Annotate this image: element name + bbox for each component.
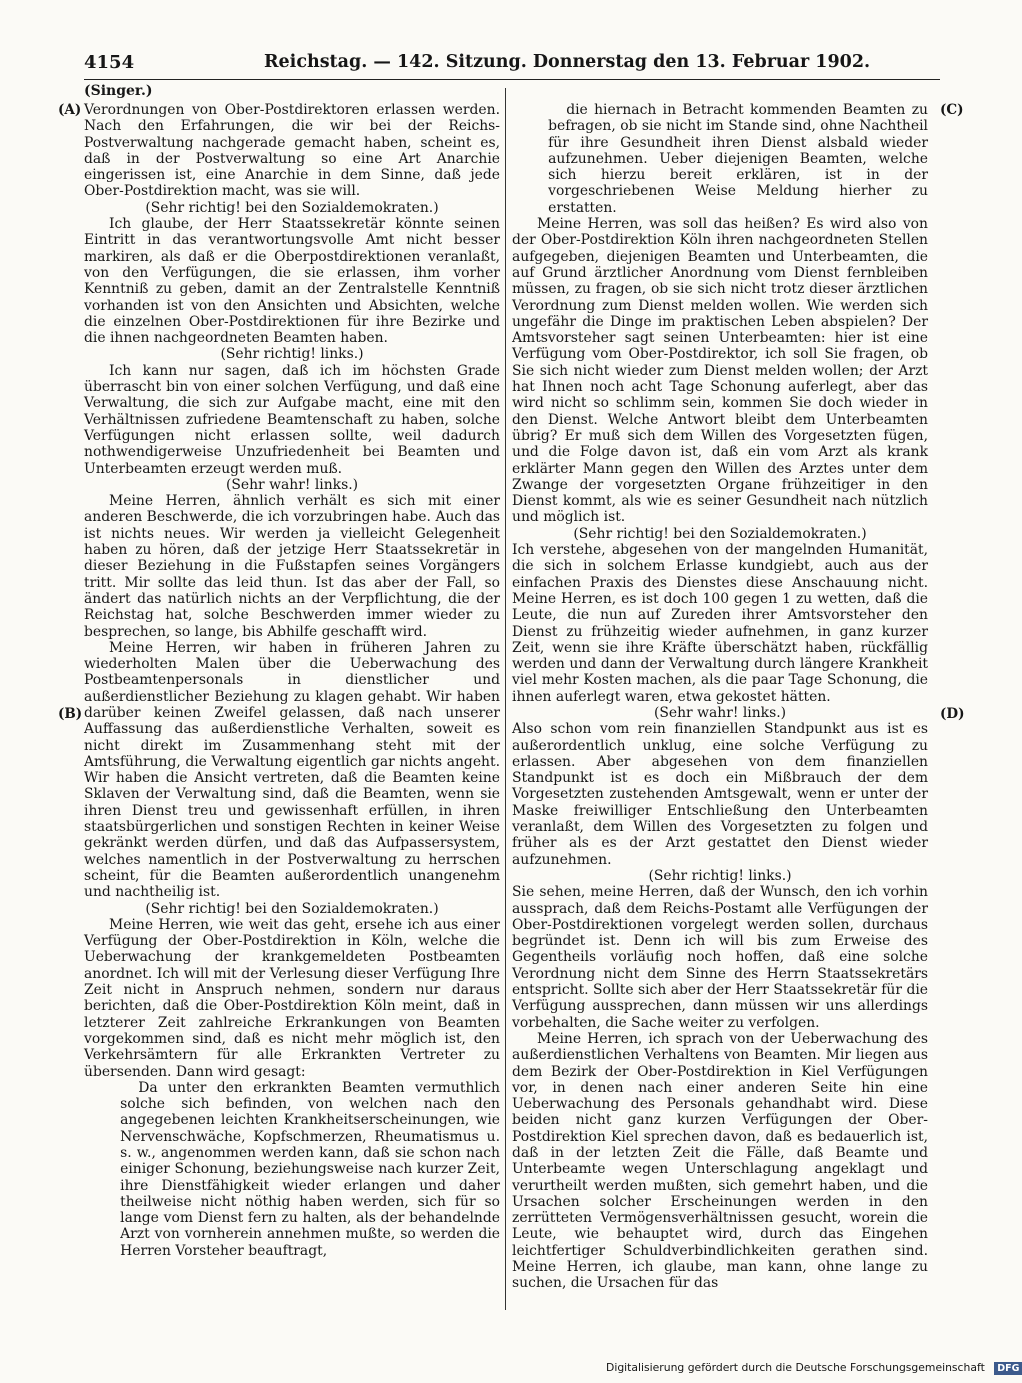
footer-credit bbox=[606, 1361, 1022, 1375]
dfg-logo: DFG bbox=[994, 1362, 1022, 1375]
speaker-name: (Singer.) bbox=[84, 83, 153, 99]
margin-mark-b: (B) bbox=[58, 706, 83, 722]
running-title: Reichstag. — 142. Sitzung. Donnerstag den 13. Februar 1902. bbox=[264, 52, 871, 72]
interjection: (Sehr wahr! links.) bbox=[225, 476, 359, 493]
left-column bbox=[84, 102, 500, 1314]
page-header bbox=[84, 52, 940, 78]
right-column bbox=[512, 102, 928, 1314]
header-rule bbox=[84, 79, 940, 80]
paragraph: Meine Herren, ich sprach von der Ueberwachung des außerdienstlichen Verhaltens von Beamten. Mir liegen aus dem Bezirk der Ober-Postdirektion in Kiel Verfügungen vor, in denen nach einer anderen Seite hin eine Ueberwachung des Personals gehandhabt wird. Diese beiden nicht ganz kurzen Verfügungen der Ober-Postdirektion Kiel sprechen davon, daß es bedauerlich ist, daß in der letzten Zeit die Fälle, daß Beamte und Unterbeamte wegen Unterschlagung angeklagt und verurtheilt werden mußten, sich gemehrt haben, und die Ursachen solcher Erscheinungen werden in den zerrütteten Vermögensverhältnissen gesucht, worein die Leute, wie behauptet wird, durch das Eingehen leichtfertiger Schuldverbindlichkeiten gerathen sind. Meine Herren, ich glaube, man kann, ohne lange zu suchen, die Ursachen für das bbox=[512, 1030, 928, 1292]
interjection: (Sehr richtig! bei den Sozialdemokraten.) bbox=[573, 525, 867, 542]
margin-mark-a: (A) bbox=[58, 102, 82, 118]
interjection: (Sehr richtig! links.) bbox=[220, 346, 364, 363]
interjection: (Sehr richtig! bei den Sozialdemokraten.) bbox=[145, 900, 439, 917]
footer-text: Digitalisierung gefördert durch die Deutsche Forschungsgemeinschaft bbox=[606, 1361, 985, 1374]
margin-mark-c: (C) bbox=[940, 102, 964, 118]
interjection: (Sehr richtig! bei den Sozialdemokraten.) bbox=[145, 199, 439, 216]
paragraph: Ich glaube, der Herr Staatssekretär könnte seinen Eintritt in das verantwortungsvolle Amt nicht besser markiren, als daß er die Oberpostdirektionen veranlaßt, von den Verfügungen, die sie erlassen, ihm vorher Kenntniß zu geben, damit an der Zentralstelle Kenntniß vorhanden ist von den Ansichten und Absichten, welche die einzelnen Ober-Postdirektionen für ihre Bezirke und die ihnen nachgeordneten Beamten haben. bbox=[84, 216, 500, 347]
column-divider bbox=[505, 88, 506, 1310]
page-number: 4154 bbox=[84, 52, 135, 73]
paragraph: Meine Herren, was soll das heißen? Es wird also von der Ober-Postdirektion Köln ihren nachgeordneten Stellen aufgegeben, diejenigen Beamten und Unterbeamten, die auf Grund ärztlicher Anordnung vom Dienst fernbleiben müssen, zu fragen, ob sie sich nicht trotz dieser ärztlichen Verordnung zum Dienst melden wollen. Wie werden sich ungefähr die Dinge im praktischen Leben abspielen? Der Amtsvorsteher sagt seinen Unterbeamten: hier ist eine Verfügung vom Ober-Postdirektor, ich soll Sie fragen, ob Sie sich nicht wieder zum Dienst melden wollen; der Arzt hat Ihnen noch acht Tage Schonung auferlegt, aber das wird nicht so schlimm sein, kommen Sie doch wieder in den Dienst. Welche Antwort bleibt dem Unterbeamten übrig? Er muß sich dem Willen des Vorgesetzten fügen, und die Folge davon ist, daß ein vom Arzt als krank erklärter Mann gegen den Willen des Arztes unter dem Zwange der vorgesetzten Organe frühzeitiger in den Dienst kommt, als wie es seiner Gesundheit nach nützlich und möglich ist. bbox=[512, 216, 928, 526]
margin-mark-d: (D) bbox=[940, 706, 965, 722]
paragraph: Verordnungen von Ober-Postdirektoren erlassen werden. Nach den Erfahrungen, die wir bei der Reichs-Postverwaltung nachgerade gemacht haben, scheint es, daß in der Postverwaltung so eine Art Anarchie eingerissen ist, eine Anarchie in dem Sinne, daß jede Ober-Postdirektion macht, was sie will. bbox=[84, 102, 500, 200]
paragraph: Meine Herren, ähnlich verhält es sich mit einer anderen Beschwerde, die ich vorzubringen habe. Auch das ist nichts neues. Wir werden ja vielleicht Gelegenheit haben zu hören, daß der jetzige Herr Staatssekretär in dieser Beziehung in die Fußstapfen seines Vorgängers tritt. Mir sollte das leid thun. Ist das aber der Fall, so ändert das natürlich nichts an der Verpflichtung, die der Reichstag hat, solche Beschwerden immer wieder zu besprechen, so lange, bis Abhilfe geschafft wird. bbox=[84, 493, 500, 640]
paragraph: Ich verstehe, abgesehen von der mangelnden Humanität, die sich in solchem Erlasse kundgiebt, auch aus der einfachen Praxis des Dienstes diese Anschauung nicht. Meine Herren, es ist doch 100 gegen 1 zu wetten, daß die Leute, die nun auf Zureden ihrer Amtsvorsteher den Dienst zu frühzeitig wieder aufnehmen, in ganz kurzer Zeit, wenn sie ihre Kräfte überschätzt haben, rückfällig werden und dann der Verwaltung durch längere Krankheit viel mehr Kosten machen, als die paar Tage Schonung, die ihnen auferlegt waren, etwa gekostet hätten. bbox=[512, 542, 928, 705]
paragraph: Meine Herren, wie weit das geht, ersehe ich aus einer Verfügung der Ober-Postdirektion in Köln, welche die Ueberwachung der krankgemeldeten Postbeamten anordnet. Ich will mit der Verlesung dieser Verfügung Ihre Zeit nicht in Anspruch nehmen, sondern nur daraus berichten, daß die Ober-Postdirektion Köln meint, daß in letzterer Zeit zahlreiche Erkrankungen von Beamten vorgekommen sind, daß es nicht mehr möglich ist, den Verkehrsämtern für alle Erkrankten Vertreter zu übersenden. Dann wird gesagt: bbox=[84, 916, 500, 1080]
interjection: (Sehr richtig! links.) bbox=[648, 867, 792, 884]
block-quote: die hiernach in Betracht kommenden Beamten zu befragen, ob sie nicht im Stande sind, ohne Nachtheil für ihre Gesundheit ihren Dienst alsbald wieder aufzunehmen. Ueber diejenigen Beamten, welche sich hierzu bereit erklären, ist in der vorgeschriebenen Weise Meldung hierher zu erstatten. bbox=[548, 102, 928, 216]
paragraph: Ich kann nur sagen, daß ich im höchsten Grade überrascht bin von einer solchen Verfügung, und daß eine Verwaltung, die sich zur Aufgabe macht, eine mit den Verhältnissen zufriedene Beamtenschaft zu haben, solche Verfügungen nicht erlassen sollte, weil dadurch nothwendigerweise Unzufriedenheit bei Beamten und Unterbeamten erzeugt werden muß. bbox=[84, 362, 500, 477]
interjection: (Sehr wahr! links.) bbox=[653, 704, 787, 721]
paragraph: Also schon vom rein finanziellen Standpunkt aus ist es außerordentlich unklug, eine solche Verfügung zu erlassen. Aber abgesehen von dem finanziellen Standpunkt ist es doch ein Mißbrauch der dem Vorgesetzten zustehenden Amtsgewalt, wenn er unter der Maske freiwilliger Entschließung den Unterbeamten veranlaßt, dem Willen des Vorgesetzten zu folgen und früher als es der Arzt gestattet den Dienst wieder aufzunehmen. bbox=[512, 721, 928, 868]
paragraph: Meine Herren, wir haben in früheren Jahren zu wiederholten Malen über die Ueberwachung des Postbeamtenpersonals in dienstlicher und außerdienstlicher Beziehung zu klagen gehabt. Wir haben darüber keinen Zweifel gelassen, daß nach unserer Auffassung das außerdienstliche Verhalten, soweit es nicht direkt im Zusammenhang steht mit der Amtsführung, die Verwaltung eigentlich gar nichts angeht. Wir haben die Ansicht vertreten, daß die Beamten keine Sklaven der Verwaltung sind, daß die Beamten, wenn sie ihren Dienst treu und gewissenhaft erfüllen, in ihren staatsbürgerlichen und sonstigen Rechten in keiner Weise gekränkt werden dürfen, und daß das Aufpassersystem, welches namentlich in der Postverwaltung zu herrschen scheint, für die Beamten außerordentlich unangenehm und nachtheilig ist. bbox=[84, 639, 500, 901]
block-quote: Da unter den erkrankten Beamten vermuthlich solche sich befinden, von welchen nach den angegebenen leichten Krankheitserscheinungen, wie Nervenschwäche, Kopfschmerzen, Rheumatismus u. s. w., angenommen werden kann, daß sie schon nach einiger Schonung, beziehungsweise nach kurzer Zeit, ihre Dienstfähigkeit wieder erlangen und daher theilweise nicht nöthig haben werden, sich für so lange vom Dienst fern zu halten, als der behandelnde Arzt von vornherein annehmen mußte, so werden die Herren Vorsteher beauftragt, bbox=[120, 1079, 500, 1259]
paragraph: Sie sehen, meine Herren, daß der Wunsch, den ich vorhin aussprach, daß dem Reichs-Postamt alle Verfügungen der Ober-Postdirektionen vorgelegt werden sollen, durchaus begründet ist. Denn ich will bis zum Erweise des Gegentheils vorläufig noch hoffen, daß eine solche Verordnung nicht dem Sinne des Herrn Staatssekretärs entspricht. Sollte sich aber der Herr Staatssekretär für die Verfügung aussprechen, dann müssen wir uns allerdings vorbehalten, die Sache weiter zu verfolgen. bbox=[512, 884, 928, 1031]
